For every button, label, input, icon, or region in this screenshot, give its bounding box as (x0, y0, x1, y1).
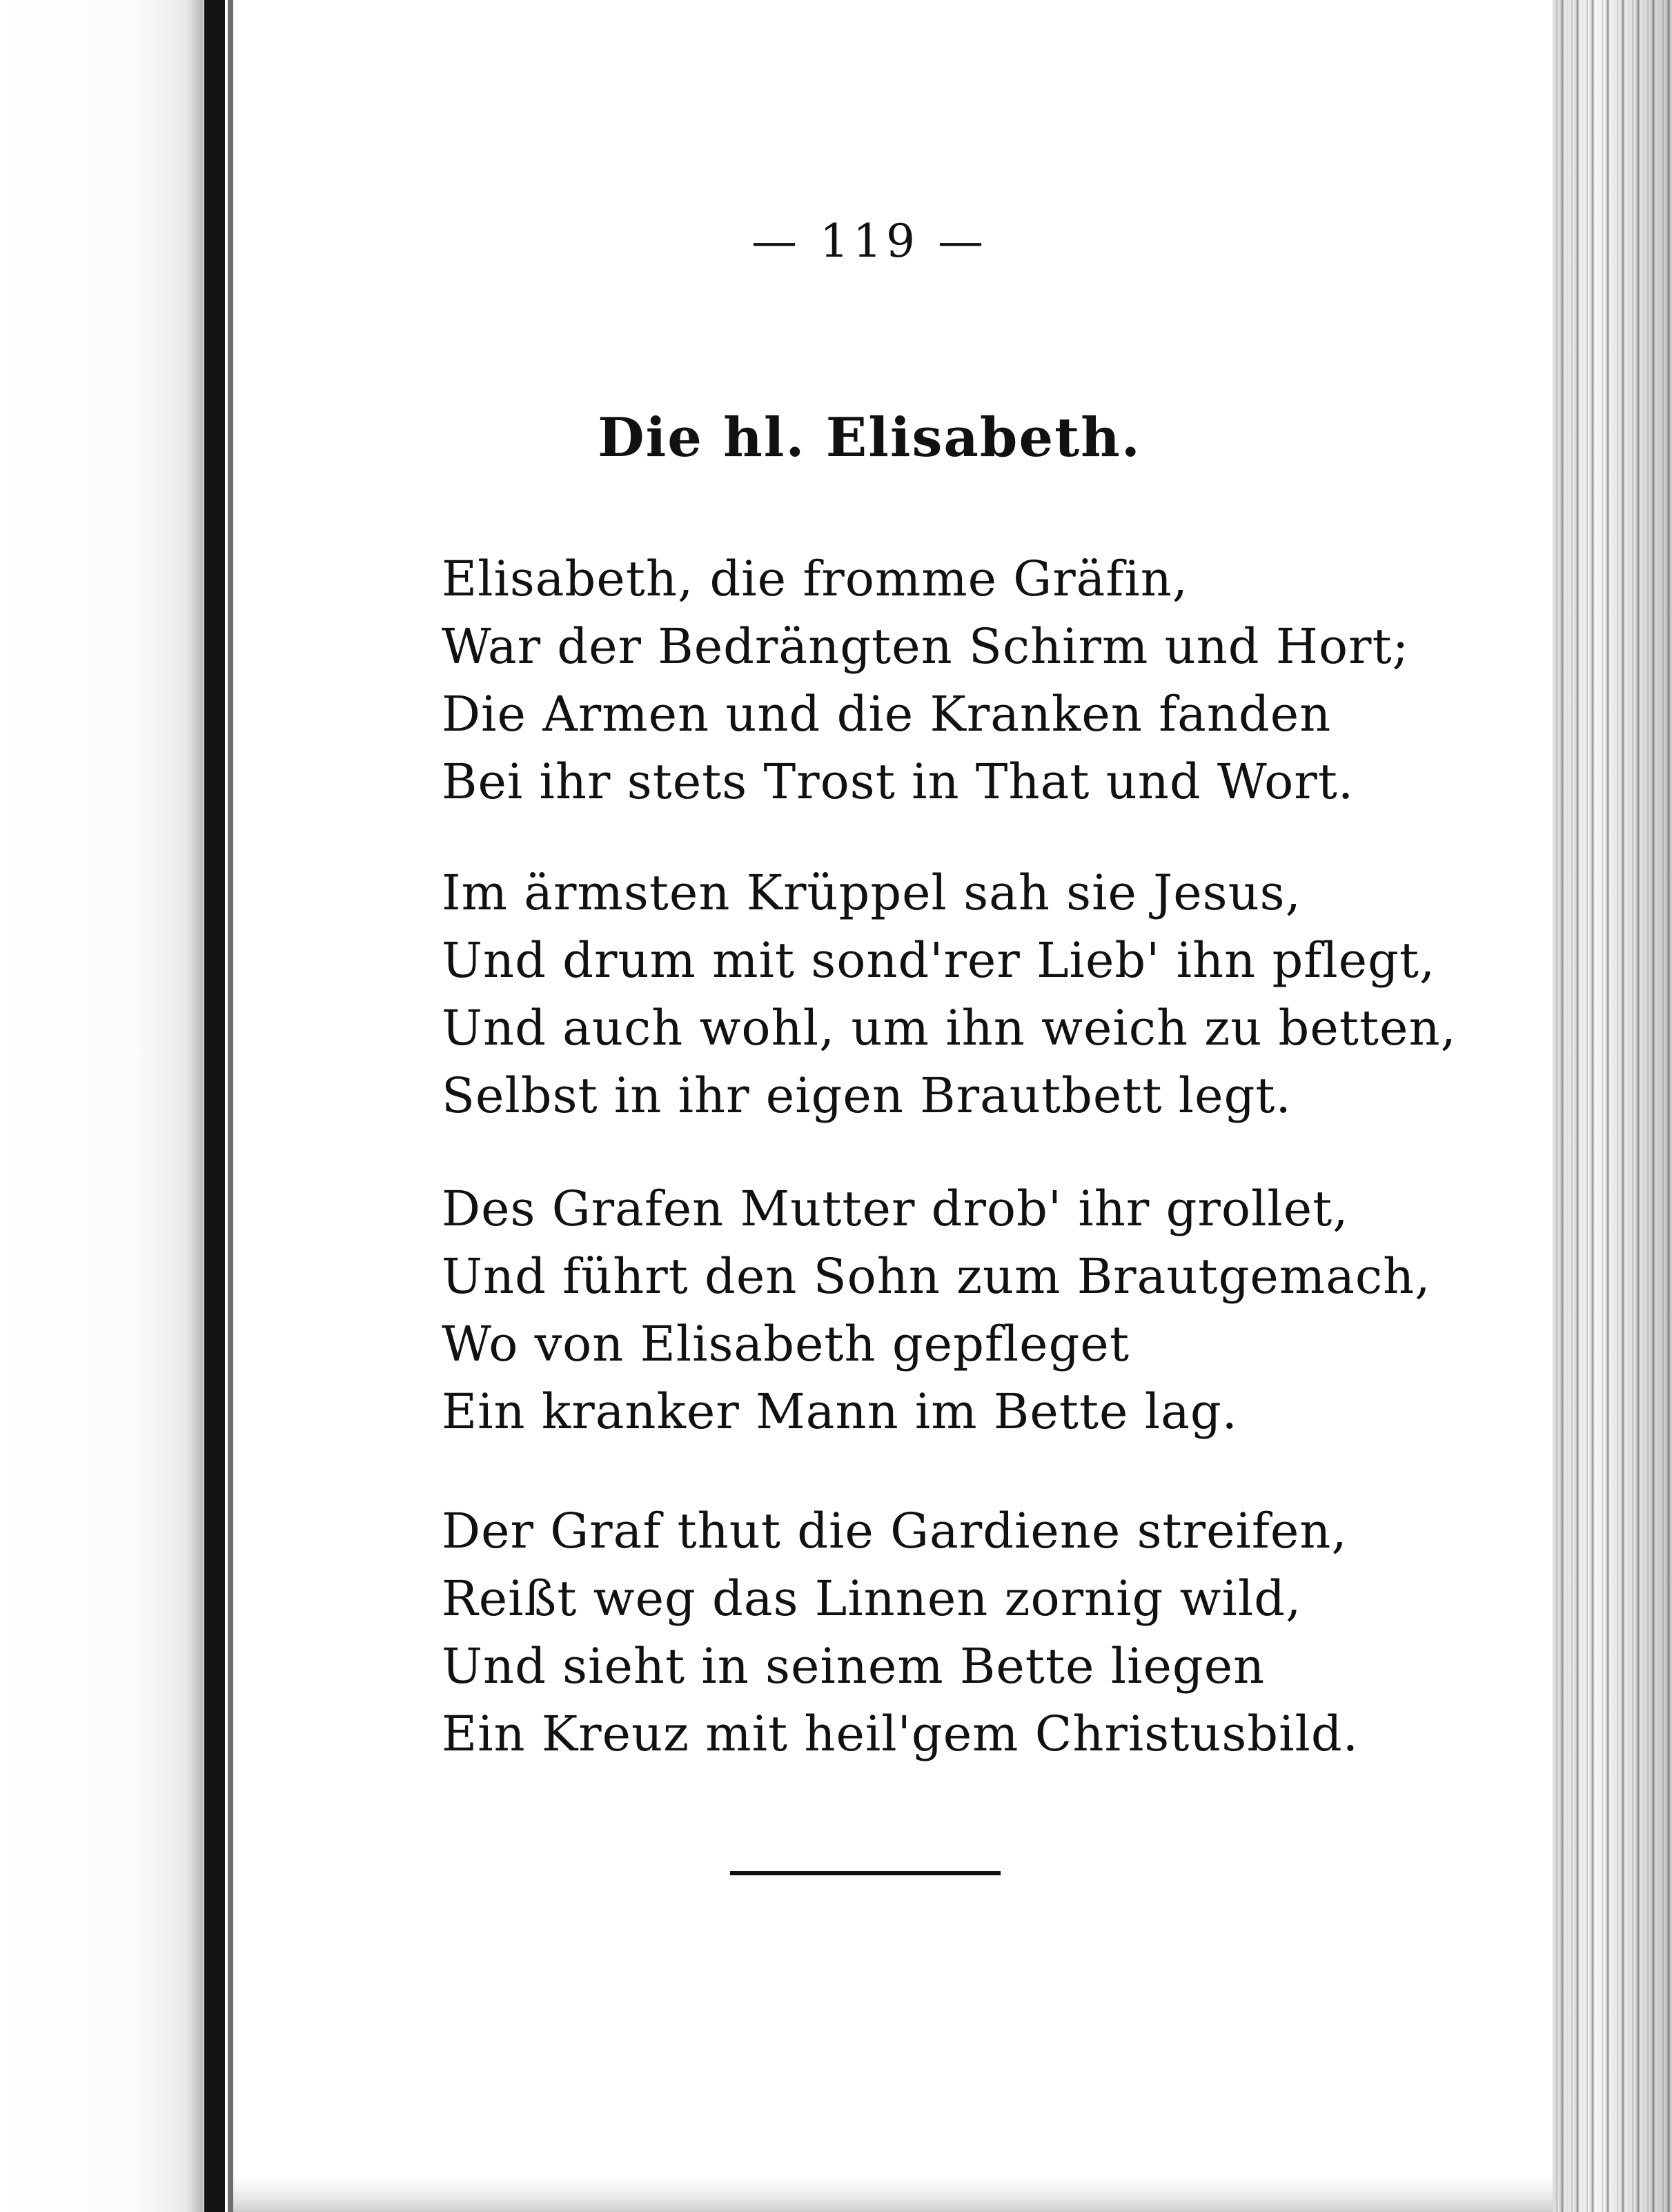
verse-line: Die Armen und die Kranken fanden (442, 686, 1332, 742)
page-number: — 119 — (751, 215, 987, 268)
verse-line: Selbst in ihr eigen Brautbett legt. (442, 1067, 1292, 1124)
binding-margin (0, 0, 204, 2212)
verse-line: Und führt den Sohn zum Brautgemach, (442, 1248, 1431, 1305)
verse-line: War der Bedrängten Schirm und Hort; (442, 618, 1410, 675)
verse-line: Des Grafen Mutter drob' ihr grollet, (442, 1181, 1349, 1237)
page-fore-edge-shade (1553, 0, 1672, 2212)
poem-title: Die hl. Elisabeth. (598, 406, 1141, 469)
verse-line: Elisabeth, die fromme Gräfin, (442, 551, 1189, 607)
verse-line: Bei ihr stets Trost in That und Wort. (442, 753, 1355, 810)
verse-line: Und sieht in seinem Bette liegen (442, 1638, 1266, 1695)
end-rule (730, 1871, 1001, 1875)
stanza-3 (442, 1175, 1431, 1445)
verse-line: Und drum mit sond'rer Lieb' ihn pflegt, (442, 932, 1436, 989)
verse-line: Reißt weg das Linnen zornig wild, (442, 1570, 1302, 1627)
verse-line: Und auch wohl, um ihn weich zu betten, (442, 1000, 1457, 1056)
verse-line: Der Graf thut die Gardiene streifen, (442, 1503, 1348, 1559)
stanza-1 (442, 545, 1410, 816)
verse-line: Im ärmsten Krüppel sah sie Jesus, (442, 865, 1301, 921)
binding-shadow (228, 0, 233, 2212)
stanza-4 (442, 1497, 1359, 1768)
verse-line: Ein kranker Mann im Bette lag. (442, 1383, 1238, 1440)
verse-line: Wo von Elisabeth gepfleget (442, 1316, 1130, 1372)
verse-line: Ein Kreuz mit heil'gem Christusbild. (442, 1706, 1359, 1762)
stanza-2 (442, 859, 1457, 1129)
page-bottom-edge (233, 2177, 1553, 2212)
binding-edge (204, 0, 225, 2212)
